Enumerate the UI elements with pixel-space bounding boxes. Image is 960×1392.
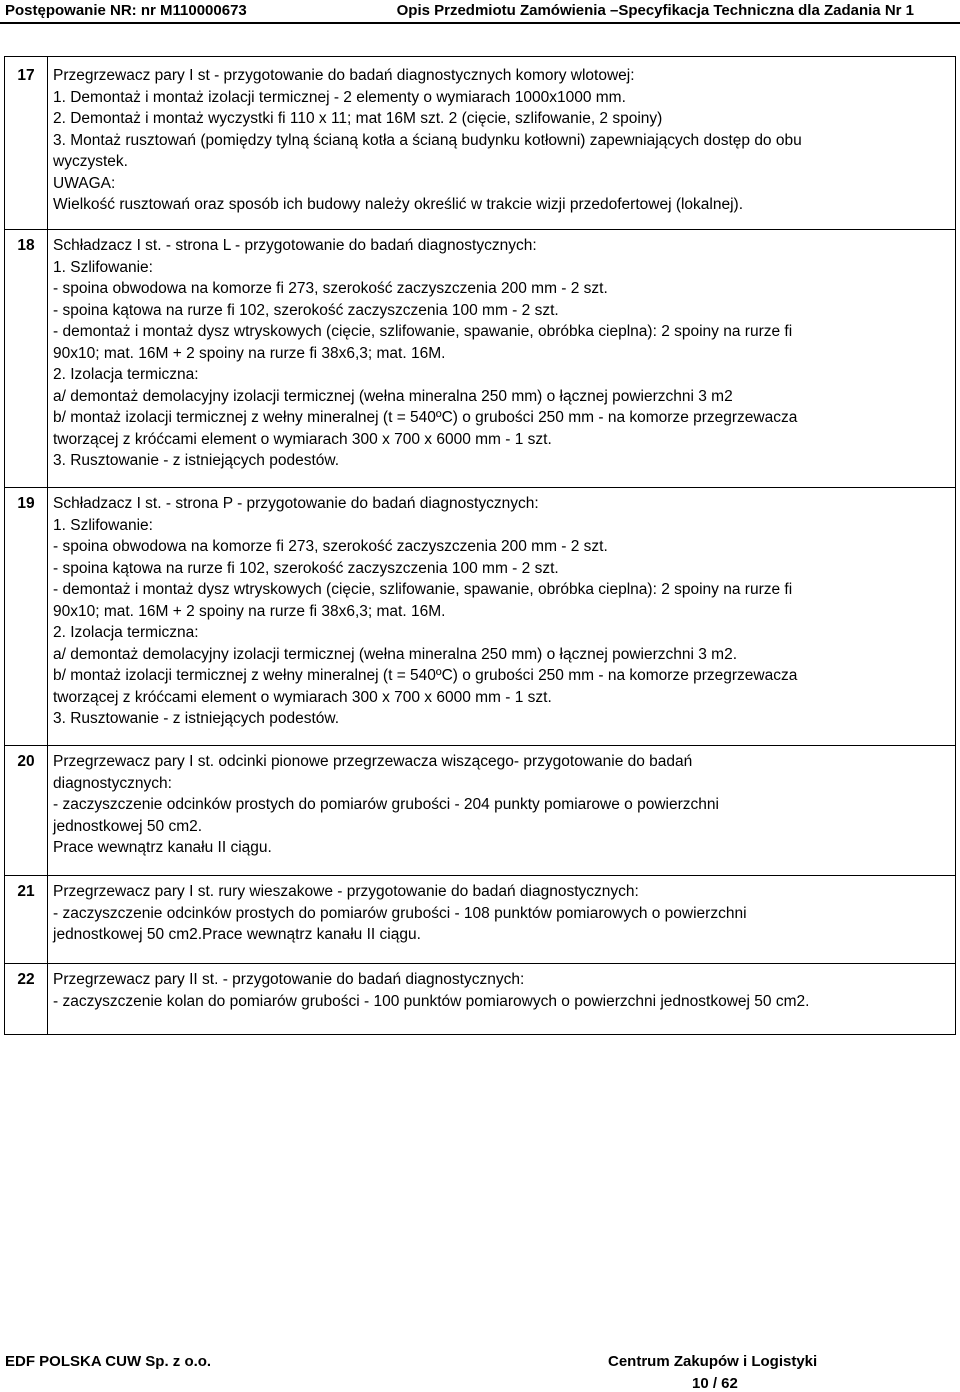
row-number: 19 [17, 495, 35, 512]
description-line: 3. Montaż rusztowań (pomiędzy tylną ścianą kotła a ścianą budynku kotłowni) zapewniających dostęp do obu [53, 131, 802, 149]
description-line: jednostkowej 50 cm2. [53, 817, 203, 835]
table-row [5, 963, 955, 1010]
row-number: 21 [17, 883, 35, 900]
description-line: diagnostycznych: [53, 774, 172, 792]
description-line: 2. Izolacja termiczna: [53, 366, 199, 383]
table-row [5, 875, 955, 943]
page-number: 10 / 62 [692, 1375, 738, 1392]
description-line: 2. Demontaż i montaż wyczystki fi 110 x 11; mat 16M szt. 2 (cięcie, szlifowanie, 2 spoiny) [53, 110, 663, 127]
description-line: - zaczyszczenie odcinków prostych do pomiarów grubości - 108 punktów pomiarowych o powierzchni [53, 904, 747, 922]
description-line: jednostkowej 50 cm2.Prace wewnątrz kanału II ciągu. [53, 926, 421, 943]
document-title: Opis Przedmiotu Zamówienia –Specyfikacja Techniczna dla Zadania Nr 1 [396, 2, 914, 19]
description-line: - zaczyszczenie kolan do pomiarów grubości - 100 punktów pomiarowych o powierzchni jednostkowej 50 cm2. [53, 992, 810, 1010]
description-line: wyczystek. [53, 153, 128, 170]
description-line: 3. Rusztowanie - z istniejących podestów. [53, 710, 340, 727]
company-name: EDF POLSKA CUW Sp. z o.o. [5, 1353, 212, 1370]
description-line: Przegrzewacz pary I st - przygotowanie do badań diagnostycznych komory wlotowej: [53, 67, 635, 84]
description-line: b/ montaż izolacji termicznej z wełny mineralnej (t = 540ºC) o grubości 250 mm - na komorze przegrzewacza [53, 667, 798, 684]
description-line: Prace wewnątrz kanału II ciągu. [53, 839, 272, 856]
description-line: UWAGA: [53, 174, 116, 192]
row-description [53, 751, 953, 859]
row-number: 22 [17, 971, 35, 988]
description-line: 1. Demontaż i montaż izolacji termicznej - 2 elementy o wymiarach 1000x1000 mm. [53, 88, 626, 106]
table-row [5, 487, 955, 727]
column-divider [47, 57, 48, 1034]
row-description [53, 235, 953, 472]
description-line: tworzącej z króćcami element o wymiarach 300 x 700 x 6000 mm - 1 szt. [53, 430, 552, 448]
row-number: 18 [17, 237, 35, 254]
description-line: Przegrzewacz pary I st. odcinki pionowe przegrzewacza wiszącego- przygotowanie do badań [53, 753, 693, 770]
description-line: Wielkość rusztowań oraz sposób ich budowy należy określić w trakcie wizji przedofertowej (lokalnej). [53, 196, 744, 213]
tender-number: Postępowanie NR: nr M110000673 [5, 2, 247, 19]
table-row [5, 745, 955, 856]
description-line: - spoina kątowa na rurze fi 102, szerokość zaczyszczenia 100 mm - 2 szt. [53, 301, 559, 319]
description-line: 1. Szlifowanie: [53, 516, 153, 534]
description-line: Przegrzewacz pary II st. - przygotowanie do badań diagnostycznych: [53, 971, 525, 988]
description-line: 90x10; mat. 16M + 2 spoiny na rurze fi 38x6,3; mat. 16M. [53, 344, 446, 362]
row-number: 20 [17, 753, 35, 770]
description-line: tworzącej z króćcami element o wymiarach 300 x 700 x 6000 mm - 1 szt. [53, 688, 552, 706]
row-description [53, 969, 953, 1012]
description-line: a/ demontaż demolacyjny izolacji termicznej (wełna mineralna 250 mm) o łącznej powierzchni 3 m2. [53, 645, 738, 663]
header-divider [0, 22, 960, 24]
description-line: Przegrzewacz pary I st. rury wieszakowe - przygotowanie do badań diagnostycznych: [53, 883, 639, 900]
description-line: - spoina obwodowa na komorze fi 273, szerokość zaczyszczenia 200 mm - 2 szt. [53, 538, 608, 555]
page-header [0, 0, 960, 22]
description-line: - demontaż i montaż dysz wtryskowych (cięcie, szlifowanie, spawanie, obróbka cieplna): 2 spoiny na rurze fi [53, 581, 793, 598]
department-name: Centrum Zakupów i Logistyki [608, 1353, 818, 1370]
row-description [53, 493, 953, 730]
description-line: 3. Rusztowanie - z istniejących podestów. [53, 452, 340, 469]
description-line: - spoina kątowa na rurze fi 102, szerokość zaczyszczenia 100 mm - 2 szt. [53, 559, 559, 577]
description-line: - zaczyszczenie odcinków prostych do pomiarów grubości - 204 punkty pomiarowe o powierzchni [53, 796, 719, 813]
row-description [53, 65, 953, 216]
row-description [53, 881, 953, 946]
description-line: - spoina obwodowa na komorze fi 273, szerokość zaczyszczenia 200 mm - 2 szt. [53, 280, 608, 297]
description-line: Schładzacz I st. - strona L - przygotowanie do badań diagnostycznych: [53, 237, 537, 254]
table-row [5, 229, 955, 469]
description-line: b/ montaż izolacji termicznej z wełny mineralnej (t = 540ºC) o grubości 250 mm - na komorze przegrzewacza [53, 409, 798, 426]
description-line: 90x10; mat. 16M + 2 spoiny na rurze fi 38x6,3; mat. 16M. [53, 602, 446, 620]
description-line: - demontaż i montaż dysz wtryskowych (cięcie, szlifowanie, spawanie, obróbka cieplna): 2 spoiny na rurze fi [53, 323, 793, 340]
specification-table [4, 56, 956, 1035]
description-line: Schładzacz I st. - strona P - przygotowanie do badań diagnostycznych: [53, 495, 539, 512]
row-number: 17 [17, 67, 35, 84]
description-line: 1. Szlifowanie: [53, 258, 153, 276]
description-line: a/ demontaż demolacyjny izolacji termicznej (wełna mineralna 250 mm) o łącznej powierzchni 3 m2 [53, 387, 733, 405]
description-line: 2. Izolacja termiczna: [53, 624, 199, 641]
